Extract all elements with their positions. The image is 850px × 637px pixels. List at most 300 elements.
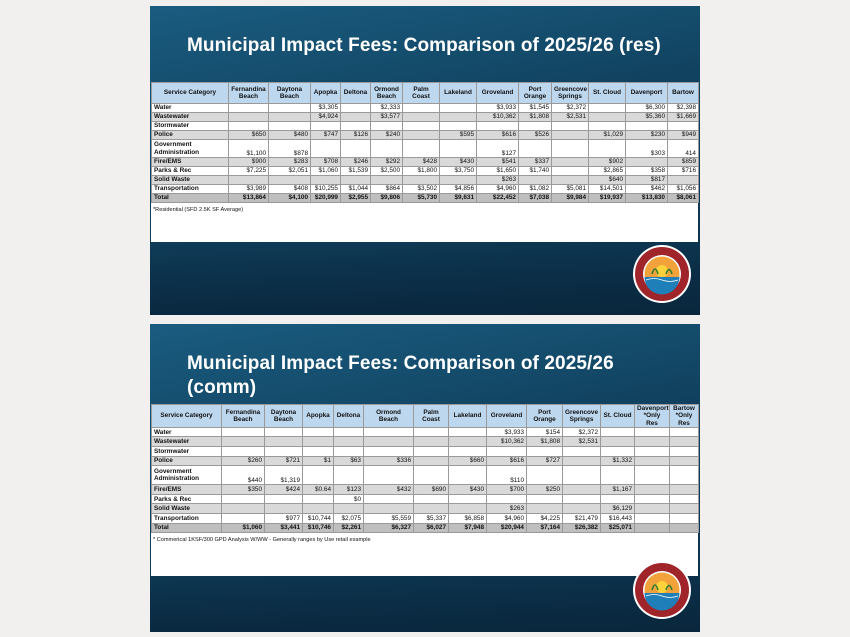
table-cell: [449, 427, 487, 437]
table-cell: [670, 466, 699, 485]
table-cell: $16,443: [601, 514, 635, 524]
table-cell: [635, 494, 670, 504]
table-cell: $7,164: [527, 523, 563, 533]
table-cell: [601, 466, 635, 485]
table-cell: [265, 494, 303, 504]
table-row: [152, 504, 699, 514]
slide-residential: [150, 6, 700, 315]
table-row: [152, 158, 699, 167]
column-header: Apopka: [311, 83, 341, 104]
table-cell: $616: [487, 456, 527, 466]
table-cell: $3,933: [477, 104, 519, 113]
table-cell: [589, 140, 626, 158]
table-cell: [269, 113, 311, 122]
table-cell: $1,669: [668, 113, 699, 122]
table-row: [152, 494, 699, 504]
table-cell: [601, 427, 635, 437]
table-cell: [670, 447, 699, 457]
row-category: Police: [152, 456, 222, 466]
table-cell: $1: [303, 456, 334, 466]
table-row: [152, 514, 699, 524]
column-header: St. Cloud: [601, 405, 635, 428]
table-cell: [303, 437, 334, 447]
table-header-row: [152, 405, 699, 428]
column-header: Greencove Springs: [563, 405, 601, 428]
table-cell: $595: [440, 131, 477, 140]
table-cell: $8,061: [668, 194, 699, 203]
table-cell: $2,261: [334, 523, 364, 533]
table-cell: $977: [265, 514, 303, 524]
table-cell: [527, 447, 563, 457]
table-cell: $3,989: [229, 185, 269, 194]
table-cell: $747: [311, 131, 341, 140]
table-cell: $10,744: [303, 514, 334, 524]
row-category: Total: [152, 523, 222, 533]
table-cell: $3,577: [371, 113, 403, 122]
table-cell: [303, 466, 334, 485]
row-category: Solid Waste: [152, 504, 222, 514]
table-cell: [670, 437, 699, 447]
table-cell: [626, 158, 668, 167]
table-cell: [440, 113, 477, 122]
table-cell: [403, 104, 440, 113]
table-cell: [552, 167, 589, 176]
fee-table-panel: [151, 404, 698, 576]
table-cell: [403, 131, 440, 140]
table-cell: $6,327: [364, 523, 414, 533]
table-cell: [341, 113, 371, 122]
table-cell: $2,500: [371, 167, 403, 176]
table-cell: $10,362: [477, 113, 519, 122]
column-header: Deltona: [334, 405, 364, 428]
table-cell: 414: [668, 140, 699, 158]
table-cell: [449, 504, 487, 514]
table-cell: [265, 427, 303, 437]
table-cell: [222, 504, 265, 514]
table-body: [152, 427, 699, 532]
table-cell: $6,858: [449, 514, 487, 524]
row-category: Government Administration: [152, 140, 229, 158]
table-row: [152, 104, 699, 113]
table-cell: [229, 122, 269, 131]
fee-table-panel: [151, 82, 698, 242]
table-cell: [552, 158, 589, 167]
table-cell: [635, 514, 670, 524]
table-cell: [563, 466, 601, 485]
table-cell: [670, 504, 699, 514]
table-row: [152, 466, 699, 485]
table-cell: $3,305: [311, 104, 341, 113]
table-cell: [341, 140, 371, 158]
row-category: Stormwater: [152, 122, 229, 131]
table-cell: $1,044: [341, 185, 371, 194]
table-cell: $10,255: [311, 185, 341, 194]
row-category: Water: [152, 104, 229, 113]
table-cell: $5,730: [403, 194, 440, 203]
table-cell: $430: [449, 485, 487, 495]
table-cell: [265, 437, 303, 447]
column-header: Bartow *Only Res: [670, 405, 699, 428]
table-cell: $292: [371, 158, 403, 167]
table-cell: $246: [341, 158, 371, 167]
table-cell: [269, 176, 311, 185]
table-cell: $1,650: [477, 167, 519, 176]
table-cell: [414, 456, 449, 466]
table-cell: [670, 456, 699, 466]
table-row: [152, 167, 699, 176]
table-cell: [403, 113, 440, 122]
table-cell: $303: [626, 140, 668, 158]
table-row: [152, 437, 699, 447]
table-cell: [364, 437, 414, 447]
table-cell: $432: [364, 485, 414, 495]
column-header: Palm Coast: [403, 83, 440, 104]
table-cell: $0: [334, 494, 364, 504]
table-cell: [601, 494, 635, 504]
table-cell: [334, 437, 364, 447]
table-cell: [635, 437, 670, 447]
table-cell: [601, 437, 635, 447]
column-header: Palm Coast: [414, 405, 449, 428]
table-cell: [341, 122, 371, 131]
table-cell: $260: [222, 456, 265, 466]
table-cell: $19,937: [589, 194, 626, 203]
table-cell: [449, 447, 487, 457]
table-cell: [371, 176, 403, 185]
table-cell: $616: [477, 131, 519, 140]
table-cell: [635, 427, 670, 437]
table-cell: [303, 447, 334, 457]
table-cell: [403, 140, 440, 158]
table-cell: $708: [311, 158, 341, 167]
table-cell: $1,056: [668, 185, 699, 194]
table-cell: $10,362: [487, 437, 527, 447]
table-cell: [670, 494, 699, 504]
table-cell: $6,129: [601, 504, 635, 514]
table-cell: [440, 140, 477, 158]
table-cell: [635, 456, 670, 466]
table-cell: $660: [449, 456, 487, 466]
table-cell: [311, 140, 341, 158]
table-cell: [635, 466, 670, 485]
table-row: [152, 427, 699, 437]
table-cell: $7,038: [519, 194, 552, 203]
table-cell: $5,360: [626, 113, 668, 122]
table-cell: $716: [668, 167, 699, 176]
table-cell: $230: [626, 131, 668, 140]
table-cell: [487, 494, 527, 504]
table-cell: $9,806: [371, 194, 403, 203]
table-row: [152, 523, 699, 533]
row-category: Stormwater: [152, 447, 222, 457]
table-cell: [589, 113, 626, 122]
table-cell: $408: [269, 185, 311, 194]
table-cell: [527, 494, 563, 504]
row-category: Parks & Rec: [152, 167, 229, 176]
impact-fee-table: [151, 404, 699, 533]
column-header: Fernandina Beach: [229, 83, 269, 104]
table-cell: [229, 113, 269, 122]
table-cell: $5,081: [552, 185, 589, 194]
table-cell: [222, 437, 265, 447]
table-cell: $7,225: [229, 167, 269, 176]
table-cell: [487, 447, 527, 457]
table-cell: $337: [519, 158, 552, 167]
table-cell: $263: [487, 504, 527, 514]
table-cell: $13,864: [229, 194, 269, 203]
table-cell: [334, 447, 364, 457]
table-cell: [403, 122, 440, 131]
table-cell: $864: [371, 185, 403, 194]
table-cell: [222, 427, 265, 437]
table-cell: $2,865: [589, 167, 626, 176]
table-cell: [414, 466, 449, 485]
column-header: Groveland: [477, 83, 519, 104]
column-header: Fernandina Beach: [222, 405, 265, 428]
table-row: [152, 140, 699, 158]
table-cell: $1,167: [601, 485, 635, 495]
row-category: Government Administration: [152, 466, 222, 485]
table-cell: $2,372: [563, 427, 601, 437]
column-header: Davenport *Only Res: [635, 405, 670, 428]
table-cell: $6,027: [414, 523, 449, 533]
table-cell: [229, 176, 269, 185]
row-category: Wastewater: [152, 113, 229, 122]
table-cell: $2,075: [334, 514, 364, 524]
column-header: Service Category: [152, 83, 229, 104]
table-cell: [519, 140, 552, 158]
table-cell: $1,808: [519, 113, 552, 122]
table-cell: $154: [527, 427, 563, 437]
table-cell: [222, 447, 265, 457]
table-cell: [364, 504, 414, 514]
table-cell: [311, 122, 341, 131]
table-cell: [414, 494, 449, 504]
table-cell: [477, 122, 519, 131]
column-header: Deltona: [341, 83, 371, 104]
table-cell: $110: [487, 466, 527, 485]
column-header: Service Category: [152, 405, 222, 428]
row-category: Fire/EMS: [152, 485, 222, 495]
table-cell: $2,051: [269, 167, 311, 176]
table-cell: [670, 523, 699, 533]
table-cell: $3,933: [487, 427, 527, 437]
table-cell: $440: [222, 466, 265, 485]
table-cell: [563, 485, 601, 495]
column-header: Port Orange: [527, 405, 563, 428]
table-cell: $480: [269, 131, 311, 140]
table-cell: $63: [334, 456, 364, 466]
table-cell: [303, 494, 334, 504]
table-cell: [670, 514, 699, 524]
row-category: Police: [152, 131, 229, 140]
table-cell: $3,441: [265, 523, 303, 533]
table-cell: $250: [527, 485, 563, 495]
table-cell: $10,746: [303, 523, 334, 533]
slide-title: Municipal Impact Fees: Comparison of 2025/26 (res): [187, 35, 661, 56]
table-cell: [414, 504, 449, 514]
table-row: [152, 176, 699, 185]
table-cell: $21,479: [563, 514, 601, 524]
table-cell: [668, 176, 699, 185]
table-cell: [269, 122, 311, 131]
table-row: [152, 194, 699, 203]
column-header: Ormond Beach: [364, 405, 414, 428]
table-cell: [414, 447, 449, 457]
table-cell: $4,856: [440, 185, 477, 194]
table-cell: [334, 504, 364, 514]
row-category: Transportation: [152, 514, 222, 524]
table-cell: [414, 437, 449, 447]
row-category: Transportation: [152, 185, 229, 194]
table-cell: $1,740: [519, 167, 552, 176]
table-cell: [670, 427, 699, 437]
table-cell: [449, 466, 487, 485]
table-row: [152, 131, 699, 140]
table-cell: $2,398: [668, 104, 699, 113]
table-row: [152, 113, 699, 122]
row-category: Wastewater: [152, 437, 222, 447]
table-cell: $949: [668, 131, 699, 140]
table-cell: [552, 122, 589, 131]
table-cell: [563, 504, 601, 514]
table-cell: $5,337: [414, 514, 449, 524]
column-header: Bartow: [668, 83, 699, 104]
table-cell: [635, 504, 670, 514]
slide-title: Municipal Impact Fees: Comparison of 2025/26 (comm): [187, 353, 614, 398]
table-cell: $541: [477, 158, 519, 167]
table-cell: [364, 447, 414, 457]
table-cell: $1,319: [265, 466, 303, 485]
column-header: Daytona Beach: [269, 83, 311, 104]
table-cell: [371, 140, 403, 158]
table-cell: $5,559: [364, 514, 414, 524]
table-cell: $14,501: [589, 185, 626, 194]
column-header: Lakeland: [449, 405, 487, 428]
table-cell: $2,333: [371, 104, 403, 113]
table-cell: [265, 504, 303, 514]
table-cell: [364, 466, 414, 485]
table-cell: $1,060: [311, 167, 341, 176]
table-cell: $4,225: [527, 514, 563, 524]
footnote: * Commerical 1KSF/300 GPD Analysis W/WW - Generally ranges by Use retail example: [153, 537, 371, 544]
table-cell: $20,999: [311, 194, 341, 203]
table-cell: [519, 122, 552, 131]
table-cell: [403, 176, 440, 185]
column-header: Davenport: [626, 83, 668, 104]
table-cell: $1,800: [403, 167, 440, 176]
table-cell: $902: [589, 158, 626, 167]
table-cell: $283: [269, 158, 311, 167]
table-cell: [440, 122, 477, 131]
table-cell: [222, 514, 265, 524]
table-cell: $25,071: [601, 523, 635, 533]
table-cell: [341, 104, 371, 113]
table-cell: [527, 466, 563, 485]
table-cell: $462: [626, 185, 668, 194]
table-cell: $878: [269, 140, 311, 158]
table-cell: $126: [341, 131, 371, 140]
column-header: Port Orange: [519, 83, 552, 104]
table-row: [152, 447, 699, 457]
table-header-row: [152, 83, 699, 104]
table-cell: [440, 176, 477, 185]
table-cell: $9,984: [552, 194, 589, 203]
table-cell: [519, 176, 552, 185]
table-row: [152, 122, 699, 131]
table-cell: [563, 494, 601, 504]
table-cell: $9,631: [440, 194, 477, 203]
row-category: Parks & Rec: [152, 494, 222, 504]
table-cell: [449, 494, 487, 504]
row-category: Solid Waste: [152, 176, 229, 185]
row-category: Fire/EMS: [152, 158, 229, 167]
table-row: [152, 485, 699, 495]
table-cell: $1,332: [601, 456, 635, 466]
table-cell: [635, 485, 670, 495]
table-cell: $127: [477, 140, 519, 158]
table-cell: $650: [229, 131, 269, 140]
table-cell: [563, 456, 601, 466]
table-cell: $424: [265, 485, 303, 495]
table-cell: $430: [440, 158, 477, 167]
table-cell: $4,100: [269, 194, 311, 203]
table-cell: $2,531: [552, 113, 589, 122]
table-cell: [222, 494, 265, 504]
table-cell: [601, 447, 635, 457]
table-cell: [303, 504, 334, 514]
table-cell: [552, 140, 589, 158]
table-cell: $727: [527, 456, 563, 466]
table-cell: [440, 104, 477, 113]
table-row: [152, 185, 699, 194]
table-cell: $1,100: [229, 140, 269, 158]
table-cell: [229, 104, 269, 113]
table-cell: $1,539: [341, 167, 371, 176]
table-cell: $350: [222, 485, 265, 495]
table-cell: [626, 122, 668, 131]
table-cell: $1,082: [519, 185, 552, 194]
table-cell: $26,382: [563, 523, 601, 533]
table-cell: [414, 427, 449, 437]
table-cell: [265, 447, 303, 457]
table-cell: [449, 437, 487, 447]
table-cell: $263: [477, 176, 519, 185]
table-cell: $7,948: [449, 523, 487, 533]
table-cell: $700: [487, 485, 527, 495]
slide-commercial: [150, 324, 700, 632]
table-cell: [635, 447, 670, 457]
table-cell: $2,372: [552, 104, 589, 113]
table-cell: [589, 104, 626, 113]
row-category: Total: [152, 194, 229, 203]
city-seal-icon: [632, 244, 692, 304]
table-cell: $690: [414, 485, 449, 495]
table-cell: $123: [334, 485, 364, 495]
table-cell: $4,960: [477, 185, 519, 194]
table-cell: [364, 427, 414, 437]
city-seal-icon: [632, 560, 692, 620]
table-cell: $336: [364, 456, 414, 466]
table-cell: [552, 131, 589, 140]
table-cell: $817: [626, 176, 668, 185]
table-cell: [311, 176, 341, 185]
table-cell: $13,830: [626, 194, 668, 203]
table-cell: $859: [668, 158, 699, 167]
table-cell: [364, 494, 414, 504]
table-cell: [269, 104, 311, 113]
table-cell: $2,531: [563, 437, 601, 447]
